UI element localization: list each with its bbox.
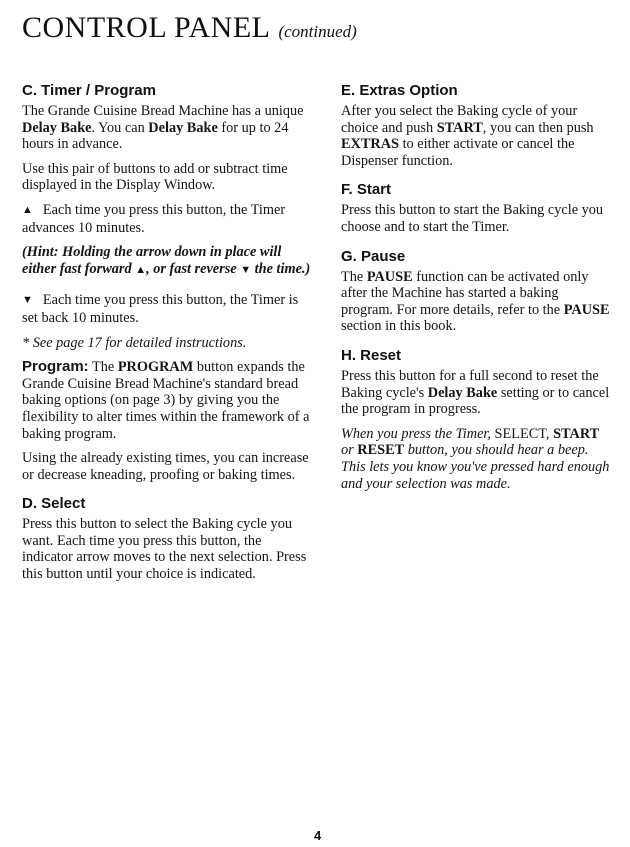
text: section in this book. bbox=[341, 318, 457, 335]
bold-text: PROGRAM bbox=[117, 359, 194, 376]
bold-text: Delay Bake bbox=[427, 384, 498, 401]
text: . You can bbox=[91, 119, 149, 136]
page-number: 4 bbox=[314, 828, 322, 843]
program-times-desc: Using the already existing times, you can increase or decrease kneading, proofing or baking times. bbox=[22, 450, 309, 483]
timer-hint bbox=[22, 244, 314, 278]
text: button expands the Grande Cuisine Bread Machine's standard bread baking options (on page 3) by giving you the flexibility to alter times within the framework of a baking program. bbox=[22, 359, 310, 442]
section-select bbox=[22, 495, 314, 582]
see-page-note: * See page 17 for detailed instructions. bbox=[22, 334, 247, 351]
text: for up to 24 hours in advance. bbox=[22, 119, 289, 153]
page-title-text: CONTROL PANEL bbox=[22, 11, 271, 44]
reset-desc bbox=[341, 368, 613, 418]
text: Each time you press this button, the Timer advances 10 minutes. bbox=[22, 201, 286, 236]
text: After you select the Baking cycle of your choice and push bbox=[341, 103, 578, 136]
text: button, you should hear a beep. This lets you know you've pressed hard enough and your selection was made. bbox=[341, 442, 610, 492]
section-heading-pause: G. Pause bbox=[341, 247, 406, 265]
bold-text: PAUSE bbox=[366, 268, 413, 285]
bold-text: START bbox=[436, 119, 483, 136]
bold-text: RESET bbox=[357, 442, 405, 459]
section-start bbox=[341, 181, 613, 235]
section-reset bbox=[341, 347, 613, 492]
up-arrow-icon: ▲ bbox=[22, 203, 33, 216]
timer-buttons-desc: Use this pair of buttons to add or subtract time displayed in the Display Window. bbox=[22, 160, 288, 194]
text: The Grande Cuisine Bread Machine has a unique bbox=[22, 103, 304, 119]
text: , or fast reverse bbox=[146, 260, 241, 277]
text: Each time you press this button, the Timer is set back 10 minutes. bbox=[22, 292, 299, 326]
bold-text: PAUSE bbox=[563, 301, 610, 318]
left-column bbox=[22, 82, 314, 595]
text: (Hint: Holding the arrow down in place will either fast forward bbox=[22, 244, 282, 277]
section-extras bbox=[341, 82, 613, 169]
down-arrow-icon: ▼ bbox=[22, 294, 33, 307]
text: to either activate or cancel the Dispenser function. bbox=[341, 136, 575, 169]
section-timer-program bbox=[22, 82, 314, 483]
section-heading-start: F. Start bbox=[341, 181, 392, 199]
text: The bbox=[88, 359, 118, 376]
section-heading-extras: E. Extras Option bbox=[341, 82, 458, 99]
timer-intro bbox=[22, 103, 314, 153]
section-pause bbox=[341, 248, 613, 335]
right-column bbox=[341, 82, 613, 504]
pause-desc bbox=[341, 269, 613, 335]
text: , you can then push bbox=[482, 119, 594, 136]
page-subtitle: (continued) bbox=[278, 22, 357, 41]
bold-text: START bbox=[553, 425, 600, 442]
timer-down-desc bbox=[22, 292, 314, 326]
select-desc: Press this button to select the Baking cycle you want. Each time you press this button, the indicator arrow moves to the next selection. Press this button until your choice is indicated. bbox=[22, 516, 307, 583]
text: the time.) bbox=[251, 260, 311, 277]
timer-up-desc bbox=[22, 202, 314, 236]
bold-text: Delay Bake bbox=[22, 119, 92, 136]
text: or bbox=[341, 442, 358, 459]
section-heading-timer: C. Timer / Program bbox=[22, 82, 156, 99]
up-arrow-icon: ▲ bbox=[135, 263, 147, 276]
beep-note bbox=[341, 426, 613, 492]
start-desc: Press this button to start the Baking cycle you choose and to start the Timer. bbox=[341, 202, 604, 235]
section-heading-reset: H. Reset bbox=[341, 346, 402, 364]
text: setting or to cancel the program in progress. bbox=[341, 384, 610, 418]
program-label: Program: bbox=[22, 358, 89, 376]
down-arrow-icon: ▼ bbox=[240, 263, 252, 276]
bold-text: EXTRAS bbox=[341, 136, 399, 153]
page-title bbox=[22, 11, 357, 45]
bold-text: Delay Bake bbox=[148, 119, 218, 136]
text: The bbox=[341, 268, 367, 285]
text: When you press the Timer, bbox=[341, 425, 495, 442]
text: SELECT, bbox=[494, 425, 550, 442]
text: function can be activated only after the Machine has started a baking program. For more details, refer to the bbox=[341, 268, 589, 318]
text: Press this button for a full second to reset the Baking cycle's bbox=[341, 367, 599, 401]
program-desc bbox=[22, 359, 314, 442]
extras-desc bbox=[341, 103, 613, 169]
section-heading-select: D. Select bbox=[22, 495, 86, 513]
